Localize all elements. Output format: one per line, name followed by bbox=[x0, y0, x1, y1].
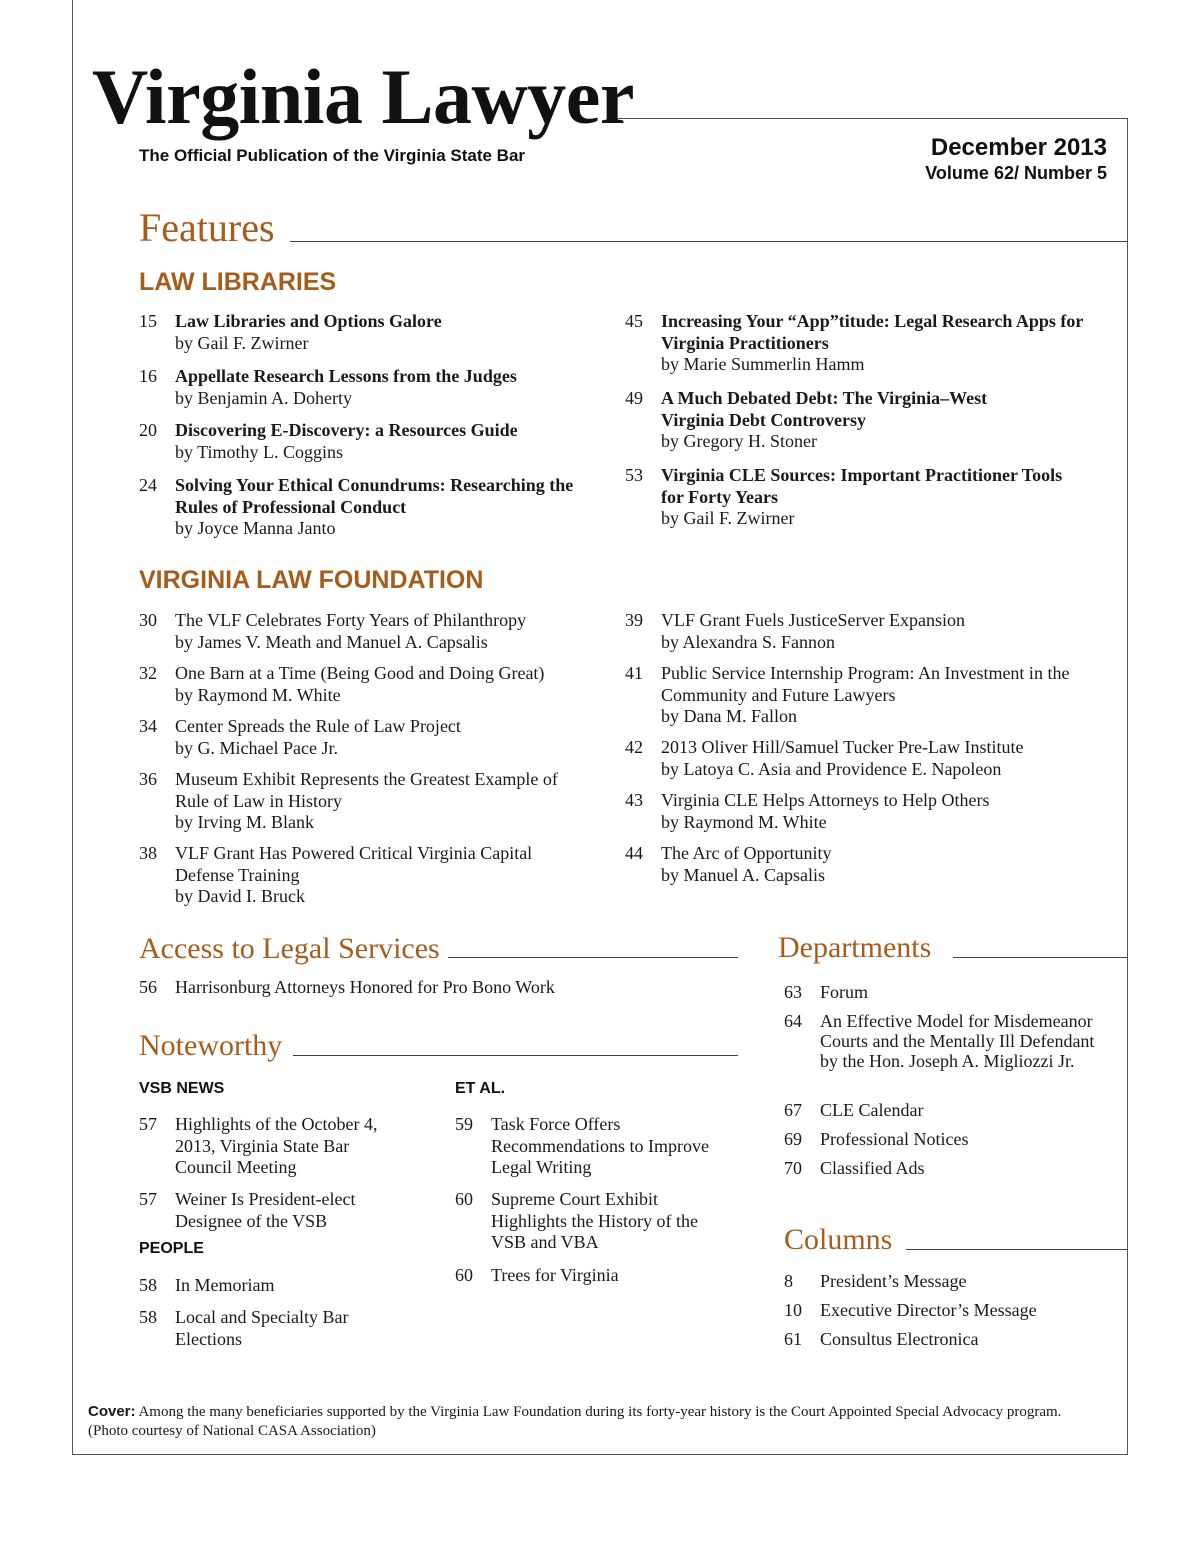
page-number: 43 bbox=[625, 790, 643, 810]
article-author: by Gail F. Zwirner bbox=[661, 508, 795, 528]
toc-entry[interactable] bbox=[625, 790, 1105, 833]
toc-entry[interactable] bbox=[139, 716, 609, 759]
article-title: Task Force Offers Recommendations to Improve Legal Writing bbox=[491, 1114, 709, 1177]
publication-tagline: The Official Publication of the Virginia State Bar bbox=[139, 146, 526, 165]
toc-entry[interactable] bbox=[139, 977, 719, 999]
article-author: by Raymond M. White bbox=[175, 684, 341, 705]
article-title: Increasing Your “App”titude: Legal Research Apps for Virginia Practitioners bbox=[661, 311, 1084, 353]
page-number: 45 bbox=[625, 311, 643, 331]
article-title: Classified Ads bbox=[820, 1158, 925, 1178]
frame-bottom-line bbox=[72, 1454, 1128, 1455]
page-number: 20 bbox=[139, 420, 157, 440]
page-number: 39 bbox=[625, 610, 643, 630]
page-number: 60 bbox=[455, 1189, 473, 1209]
departments-heading: Departments bbox=[778, 931, 932, 964]
article-author: by Benjamin A. Doherty bbox=[175, 387, 352, 408]
article-title: Trees for Virginia bbox=[491, 1265, 619, 1285]
noteworthy-rule bbox=[293, 1055, 738, 1056]
page-number: 57 bbox=[139, 1189, 157, 1209]
toc-entry[interactable] bbox=[139, 1189, 399, 1232]
article-author: by Gregory H. Stoner bbox=[661, 431, 817, 451]
page-number: 10 bbox=[784, 1300, 802, 1320]
toc-entry[interactable] bbox=[784, 1158, 1104, 1180]
page-number: 42 bbox=[625, 737, 643, 757]
article-title: Harrisonburg Attorneys Honored for Pro Bono Work bbox=[175, 977, 555, 997]
toc-entry[interactable] bbox=[139, 663, 609, 706]
toc-entry[interactable] bbox=[784, 1100, 1104, 1122]
page-number: 8 bbox=[784, 1271, 793, 1291]
cover-credit: (Photo courtesy of National CASA Association) bbox=[88, 1423, 376, 1439]
noteworthy-heading: Noteworthy bbox=[139, 1029, 283, 1062]
page-number: 30 bbox=[139, 610, 157, 630]
article-title: Public Service Internship Program: An Investment in the Community and Future Lawyers bbox=[661, 663, 1070, 705]
columns-heading: Columns bbox=[784, 1223, 893, 1256]
et-al-heading: ET AL. bbox=[455, 1080, 506, 1097]
article-author: by the Hon. Joseph A. Migliozzi Jr. bbox=[820, 1051, 1075, 1071]
toc-entry[interactable] bbox=[139, 843, 579, 908]
toc-entry[interactable] bbox=[625, 843, 1105, 886]
toc-entry[interactable] bbox=[625, 663, 1075, 728]
features-rule bbox=[290, 241, 1128, 242]
article-title: Professional Notices bbox=[820, 1129, 969, 1149]
article-title: Forum bbox=[820, 982, 869, 1002]
article-title: Law Libraries and Options Galore bbox=[175, 311, 442, 331]
article-title: Consultus Electronica bbox=[820, 1329, 979, 1349]
toc-entry[interactable] bbox=[625, 465, 1065, 530]
columns-rule bbox=[906, 1249, 1128, 1250]
article-title: The VLF Celebrates Forty Years of Philanthropy bbox=[175, 610, 527, 630]
article-title: Supreme Court Exhibit Highlights the History of the VSB and VBA bbox=[491, 1189, 698, 1252]
access-rule bbox=[448, 957, 738, 958]
page-number: 56 bbox=[139, 977, 157, 997]
law-libraries-heading: LAW LIBRARIES bbox=[139, 268, 337, 296]
page-number: 41 bbox=[625, 663, 643, 683]
article-author: by James V. Meath and Manuel A. Capsalis bbox=[175, 631, 488, 652]
article-title: President’s Message bbox=[820, 1271, 967, 1291]
article-title: VLF Grant Has Powered Critical Virginia Capital Defense Training bbox=[175, 843, 533, 885]
article-author: by Latoya C. Asia and Providence E. Napoleon bbox=[661, 758, 1002, 779]
article-title: Virginia CLE Sources: Important Practitioner Tools for Forty Years bbox=[661, 465, 1063, 507]
page-number: 64 bbox=[784, 1011, 802, 1031]
article-title: Discovering E-Discovery: a Resources Guide bbox=[175, 420, 518, 440]
page-number: 58 bbox=[139, 1307, 157, 1327]
page-number: 61 bbox=[784, 1329, 802, 1349]
article-title: Museum Exhibit Represents the Greatest Example of Rule of Law in History bbox=[175, 769, 558, 811]
frame-left-line bbox=[72, 0, 73, 1455]
article-title: 2013 Oliver Hill/Samuel Tucker Pre-Law Institute bbox=[661, 737, 1024, 757]
article-title: Virginia CLE Helps Attorneys to Help Others bbox=[661, 790, 990, 810]
toc-entry[interactable] bbox=[139, 769, 589, 834]
publication-title: Virginia Lawyer bbox=[92, 53, 635, 140]
article-title: CLE Calendar bbox=[820, 1100, 924, 1120]
page-number: 60 bbox=[455, 1265, 473, 1285]
toc-entry[interactable] bbox=[139, 475, 579, 540]
toc-entry[interactable] bbox=[784, 1329, 1104, 1351]
article-title: The Arc of Opportunity bbox=[661, 843, 832, 863]
toc-entry[interactable] bbox=[784, 1011, 1104, 1071]
page-number: 44 bbox=[625, 843, 643, 863]
toc-entry[interactable] bbox=[139, 366, 589, 409]
article-author: by Dana M. Fallon bbox=[661, 706, 797, 726]
page-number: 38 bbox=[139, 843, 157, 863]
article-author: by Timothy L. Coggins bbox=[175, 441, 344, 462]
toc-entry[interactable] bbox=[139, 610, 609, 653]
article-author: by G. Michael Pace Jr. bbox=[175, 737, 338, 758]
page-number: 32 bbox=[139, 663, 157, 683]
article-title: Appellate Research Lessons from the Judges bbox=[175, 366, 517, 386]
cover-label: Cover: bbox=[88, 1403, 136, 1420]
page-number: 70 bbox=[784, 1158, 802, 1178]
issue-volume: Volume 62/ Number 5 bbox=[925, 163, 1107, 183]
vsb-news-heading: VSB NEWS bbox=[139, 1080, 225, 1097]
article-title: Local and Specialty Bar Elections bbox=[175, 1307, 349, 1349]
toc-entry[interactable] bbox=[784, 982, 1104, 1004]
article-title: Center Spreads the Rule of Law Project bbox=[175, 716, 461, 736]
page-number: 69 bbox=[784, 1129, 802, 1149]
article-title: Highlights of the October 4, 2013, Virginia State Bar Council Meeting bbox=[175, 1114, 378, 1177]
article-title: One Barn at a Time (Being Good and Doing Great) bbox=[175, 663, 545, 683]
departments-rule bbox=[953, 957, 1128, 958]
toc-entry[interactable] bbox=[139, 1114, 409, 1179]
article-author: by Raymond M. White bbox=[661, 811, 827, 832]
toc-entry[interactable] bbox=[455, 1265, 735, 1287]
page-number: 49 bbox=[625, 388, 643, 408]
toc-entry[interactable] bbox=[625, 388, 1045, 453]
article-title: An Effective Model for Misdemeanor Courts and the Mentally Ill Defendant bbox=[820, 1011, 1095, 1051]
cover-caption bbox=[88, 1402, 1118, 1441]
people-heading: PEOPLE bbox=[139, 1240, 204, 1257]
page-number: 36 bbox=[139, 769, 157, 789]
article-title: VLF Grant Fuels JusticeServer Expansion bbox=[661, 610, 965, 630]
toc-entry[interactable] bbox=[625, 311, 1085, 376]
issue-date: December 2013 bbox=[930, 134, 1107, 161]
article-author: by Marie Summerlin Hamm bbox=[661, 354, 865, 374]
toc-entry[interactable] bbox=[139, 420, 589, 463]
article-author: by Joyce Manna Janto bbox=[175, 518, 336, 538]
toc-entry[interactable] bbox=[139, 1275, 399, 1297]
toc-entry[interactable] bbox=[455, 1189, 735, 1254]
cover-text: Among the many beneficiaries supported by the Virginia Law Foundation during its forty-year history is the Court Appointed Special Advocacy program. bbox=[138, 1404, 1062, 1420]
toc-entry[interactable] bbox=[139, 1307, 379, 1350]
vlf-heading: VIRGINIA LAW FOUNDATION bbox=[139, 566, 484, 594]
page-number: 67 bbox=[784, 1100, 802, 1120]
toc-entry[interactable] bbox=[784, 1271, 1104, 1293]
article-title: Executive Director’s Message bbox=[820, 1300, 1037, 1320]
page-number: 59 bbox=[455, 1114, 473, 1134]
page-number: 24 bbox=[139, 475, 157, 495]
page-number: 57 bbox=[139, 1114, 157, 1134]
masthead-rule bbox=[612, 118, 1128, 119]
page-number: 53 bbox=[625, 465, 643, 485]
page-number: 16 bbox=[139, 366, 157, 386]
page-number: 15 bbox=[139, 311, 157, 331]
access-heading: Access to Legal Services bbox=[139, 932, 440, 965]
article-author: by Alexandra S. Fannon bbox=[661, 631, 835, 652]
article-author: by Irving M. Blank bbox=[175, 812, 314, 832]
article-author: by David I. Bruck bbox=[175, 886, 305, 906]
toc-entry[interactable] bbox=[455, 1114, 745, 1179]
page-number: 63 bbox=[784, 982, 802, 1002]
article-title: A Much Debated Debt: The Virginia–West Virginia Debt Controversy bbox=[661, 388, 988, 430]
toc-entry[interactable] bbox=[625, 610, 1105, 653]
toc-entry[interactable] bbox=[625, 737, 1105, 780]
page-number: 34 bbox=[139, 716, 157, 736]
toc-entry[interactable] bbox=[784, 1129, 1104, 1151]
toc-entry[interactable] bbox=[139, 311, 589, 354]
frame-right-line bbox=[1127, 118, 1128, 1455]
features-heading: Features bbox=[139, 205, 275, 250]
article-title: In Memoriam bbox=[175, 1275, 275, 1295]
article-title: Solving Your Ethical Conundrums: Researching the Rules of Professional Conduct bbox=[175, 475, 574, 517]
article-author: by Gail F. Zwirner bbox=[175, 332, 309, 353]
article-author: by Manuel A. Capsalis bbox=[661, 864, 825, 885]
article-title: Weiner Is President-elect Designee of the VSB bbox=[175, 1189, 356, 1231]
toc-entry[interactable] bbox=[784, 1300, 1104, 1322]
page-number: 58 bbox=[139, 1275, 157, 1295]
